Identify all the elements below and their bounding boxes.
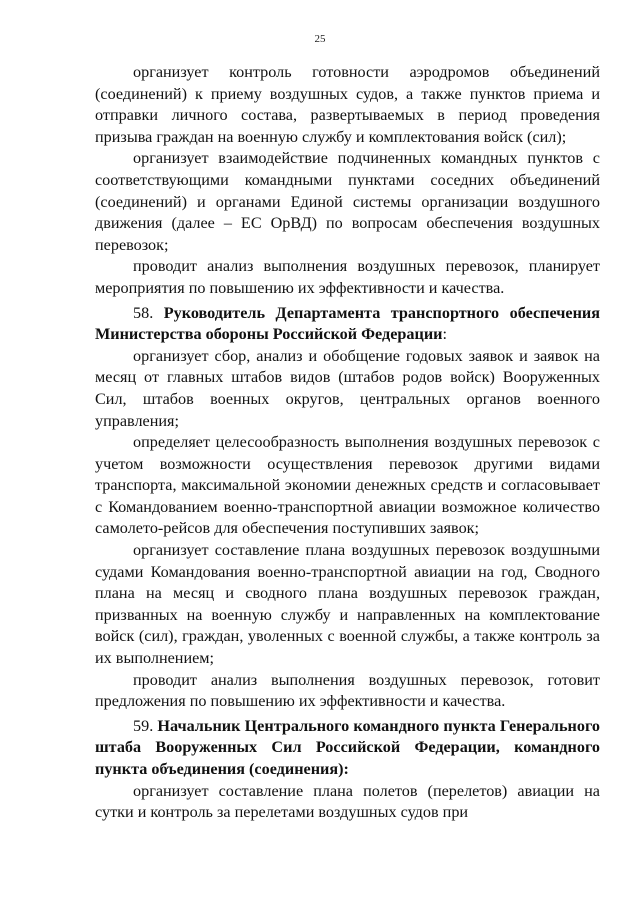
page-number: 25 bbox=[314, 33, 326, 45]
paragraph: проводит анализ выполнения воздушных перевозок, планирует мероприятия по повышению их эффективности и качества. bbox=[95, 257, 600, 297]
section-number: 58. bbox=[133, 303, 154, 322]
paragraph: организует сбор, анализ и обобщение годовых заявок и заявок на месяц от главных штабов видов (штабов родов войск) Вооруженных Сил, штабов военных округов, центральных органов военного управления; bbox=[95, 346, 600, 430]
section-heading-59 bbox=[95, 716, 600, 781]
heading-colon: : bbox=[442, 325, 447, 344]
section-title: Руководитель Департамента транспортного обеспечения Министерства обороны Российской Федерации bbox=[95, 303, 600, 344]
paragraph: проводит анализ выполнения воздушных перевозок, готовит предложения по повышению их эффективности и качества. bbox=[95, 670, 600, 711]
paragraph: определяет целесообразность выполнения воздушных перевозок с учетом возможности осуществления перевозок другими видами транспорта, максимальной экономии денежных средств и согласовывает с Командованием военно-транспортной авиации возможное количество самолето-рейсов для обеспечения поступивших заявок; bbox=[95, 433, 600, 538]
paragraph: организует взаимодействие подчиненных командных пунктов с соответствующими командными пунктами соседних объединений (соединений) и органами Единой системы организации воздушного движения (далее – ЕС ОрВД) по вопросам обеспечения воздушных перевозок; bbox=[95, 149, 600, 254]
section-heading-58 bbox=[95, 303, 600, 346]
section-title: Начальник Центрального командного пункта Генерального штаба Вооруженных Сил Российской Федерации, командного пункта объединения (соединения): bbox=[95, 716, 600, 778]
paragraph: организует составление плана полетов (перелетов) авиации на сутки и контроль за перелетами воздушных судов при bbox=[95, 781, 600, 822]
section-number: 59. bbox=[133, 716, 154, 735]
document-body bbox=[95, 62, 600, 824]
paragraph: организует контроль готовности аэродромов объединений (соединений) к приему воздушных судов, а также пунктов приема и отправки личного состава, развертываемых в период проведения призыва граждан на военную службу и комплектования войск (сил); bbox=[95, 63, 600, 146]
paragraph: организует составление плана воздушных перевозок воздушными судами Командования военно-транспортной авиации на год, Сводного плана на месяц и сводного плана воздушных перевозок граждан, призванных на военную службу и направленных на комплектование войск (сил), граждан, уволенных с военной службы, а также контроль за их выполнением; bbox=[95, 541, 600, 668]
